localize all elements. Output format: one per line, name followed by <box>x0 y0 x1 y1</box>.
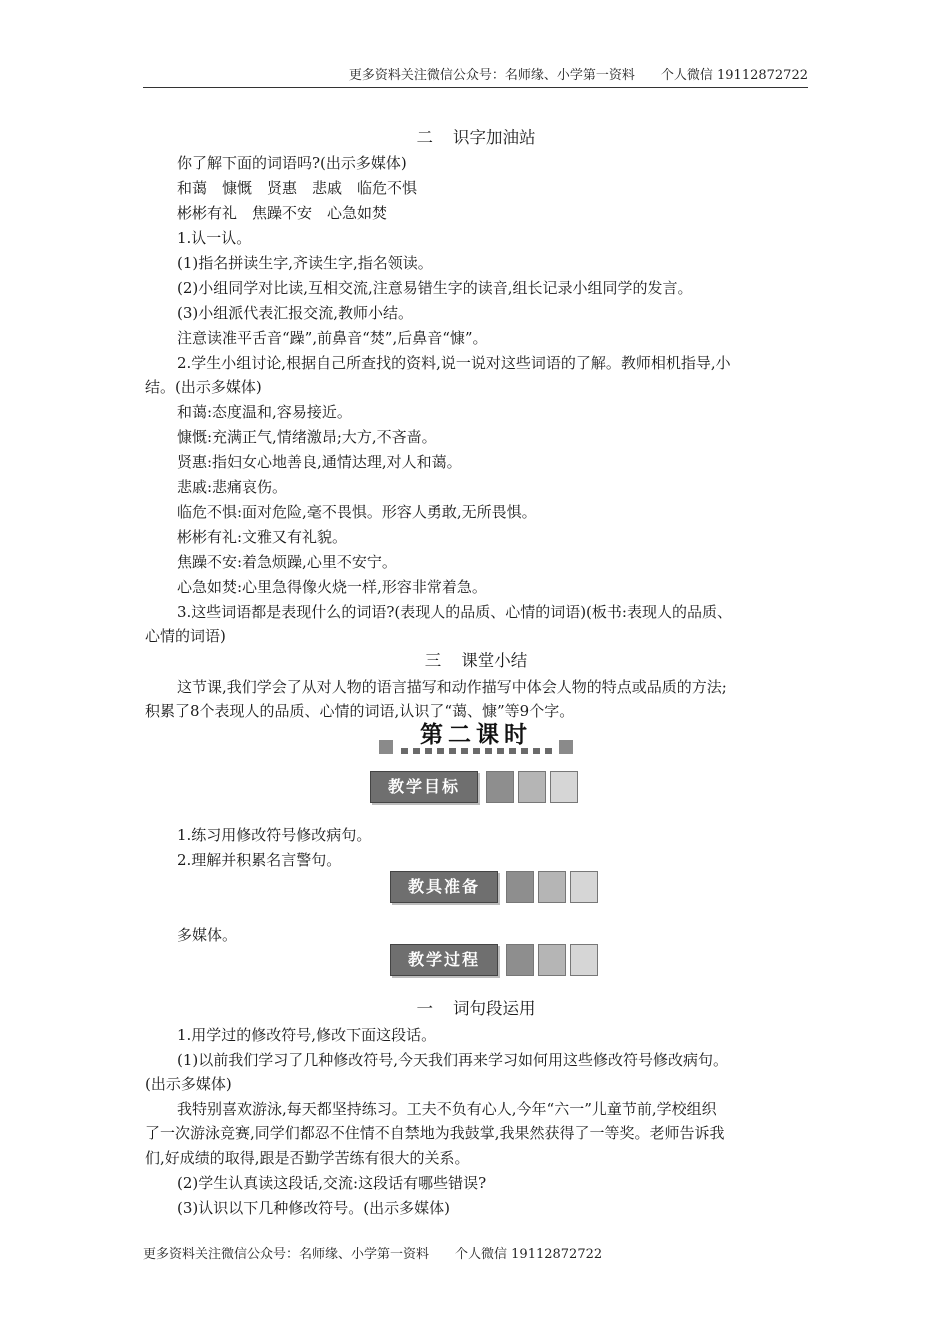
badge-square-mid <box>518 771 546 803</box>
word-list: 彬彬有礼 焦躁不安 心急如焚 <box>177 204 388 222</box>
definition-line: 彬彬有礼:文雅又有礼貌。 <box>177 528 348 546</box>
text-line: 积累了8个表现人的品质、心情的词语,认识了“蔼、慷”等9个字。 <box>145 702 575 720</box>
badge-label: 教学目标 <box>370 771 478 803</box>
header-text: 更多资料关注微信公众号：名师缘、小学第一资料 <box>348 68 635 83</box>
passage-line: 了一次游泳竞赛,同学们都忍不住情不自禁地为我鼓掌,我果然获得了一等奖。老师告诉我 <box>145 1124 725 1142</box>
section-number: 二 <box>416 128 433 147</box>
text-line: (2)学生认真读这段话,交流:这段话有哪些错误? <box>177 1174 487 1192</box>
text-line: (1)以前我们学习了几种修改符号,今天我们再来学习如何用这些修改符号修改病句。 <box>177 1051 729 1069</box>
section-heading-3 <box>145 650 807 672</box>
text-line: 注意读准平舌音“躁”,前鼻音“焚”,后鼻音“慷”。 <box>177 329 488 347</box>
text-line: (2)小组同学对比读,互相交流,注意易错生字的读音,组长记录小组同学的发言。 <box>177 279 693 297</box>
lesson-banner <box>379 712 573 756</box>
text-line: 你了解下面的词语吗?(出示多媒体) <box>177 154 407 172</box>
section-heading-2 <box>145 127 807 149</box>
badge-label: 教具准备 <box>390 871 498 903</box>
section-title: 识字加油站 <box>453 128 536 147</box>
text-line: 结。(出示多媒体) <box>145 378 262 396</box>
page-footer <box>143 1247 602 1263</box>
badge-square-mid <box>538 944 566 976</box>
passage-line: 我特别喜欢游泳,每天都坚持练习。工夫不负有心人,今年“六一”儿童节前,学校组织 <box>177 1100 717 1118</box>
lesson-title: 第二课时 <box>420 722 532 748</box>
section-title: 词句段运用 <box>453 999 536 1018</box>
text-line: (3)小组派代表汇报交流,教师小结。 <box>177 304 414 322</box>
passage-line: 们,好成绩的取得,跟是否勤学苦练有很大的关系。 <box>145 1149 470 1167</box>
badge-square-light <box>570 871 598 903</box>
text-line: 1.认一认。 <box>177 229 252 247</box>
text-line: 3.这些词语都是表现什么的词语?(表现人的品质、心情的词语)(板书:表现人的品质、 <box>177 603 732 621</box>
badge-square-mid <box>538 871 566 903</box>
text-line: (1)指名拼读生字,齐读生字,指名领读。 <box>177 254 433 272</box>
section-number: 一 <box>416 999 433 1018</box>
text-line: 1.用学过的修改符号,修改下面这段话。 <box>177 1026 437 1044</box>
badge-teaching-aids <box>390 871 600 903</box>
definition-line: 贤惠:指妇女心地善良,通情达理,对人和蔼。 <box>177 453 462 471</box>
definition-line: 慷慨:充满正气,情绪激昂;大方,不吝啬。 <box>177 428 437 446</box>
badge-label: 教学过程 <box>390 944 498 976</box>
badge-square-dark <box>506 871 534 903</box>
section-title: 课堂小结 <box>461 651 528 670</box>
text-line: 多媒体。 <box>177 926 238 944</box>
text-line: 2.学生小组讨论,根据自己所查找的资料,说一说对这些词语的了解。教师相机指导,小 <box>177 354 731 372</box>
footer-wechat: 个人微信 19112872722 <box>455 1247 603 1262</box>
goal-item: 2.理解并积累名言警句。 <box>177 851 342 869</box>
page-header <box>143 68 808 84</box>
word-list: 和蔼 慷慨 贤惠 悲戚 临危不惧 <box>177 179 418 197</box>
header-rule <box>143 87 808 88</box>
header-wechat: 个人微信 19112872722 <box>660 68 808 83</box>
badge-teaching-goals <box>370 771 580 803</box>
definition-line: 临危不惧:面对危险,毫不畏惧。形容人勇敢,无所畏惧。 <box>177 503 537 521</box>
definition-line: 焦躁不安:着急烦躁,心里不安宁。 <box>177 553 397 571</box>
text-line: (出示多媒体) <box>145 1075 232 1093</box>
text-line: 这节课,我们学会了从对人物的语言描写和动作描写中体会人物的特点或品质的方法; <box>177 678 727 696</box>
definition-line: 和蔼:态度温和,容易接近。 <box>177 403 352 421</box>
goal-item: 1.练习用修改符号修改病句。 <box>177 826 372 844</box>
section-number: 三 <box>424 651 442 670</box>
badge-square-dark <box>506 944 534 976</box>
text-line: 心情的词语) <box>145 627 226 645</box>
badge-square-light <box>550 771 578 803</box>
section-heading-1 <box>145 998 807 1020</box>
definition-line: 心急如焚:心里急得像火烧一样,形容非常着急。 <box>177 578 487 596</box>
definition-line: 悲戚:悲痛哀伤。 <box>177 478 288 496</box>
badge-square-dark <box>486 771 514 803</box>
footer-text: 更多资料关注微信公众号：名师缘、小学第一资料 <box>143 1247 430 1262</box>
badge-square-light <box>570 944 598 976</box>
badge-teaching-process <box>390 944 600 976</box>
text-line: (3)认识以下几种修改符号。(出示多媒体) <box>177 1199 450 1217</box>
